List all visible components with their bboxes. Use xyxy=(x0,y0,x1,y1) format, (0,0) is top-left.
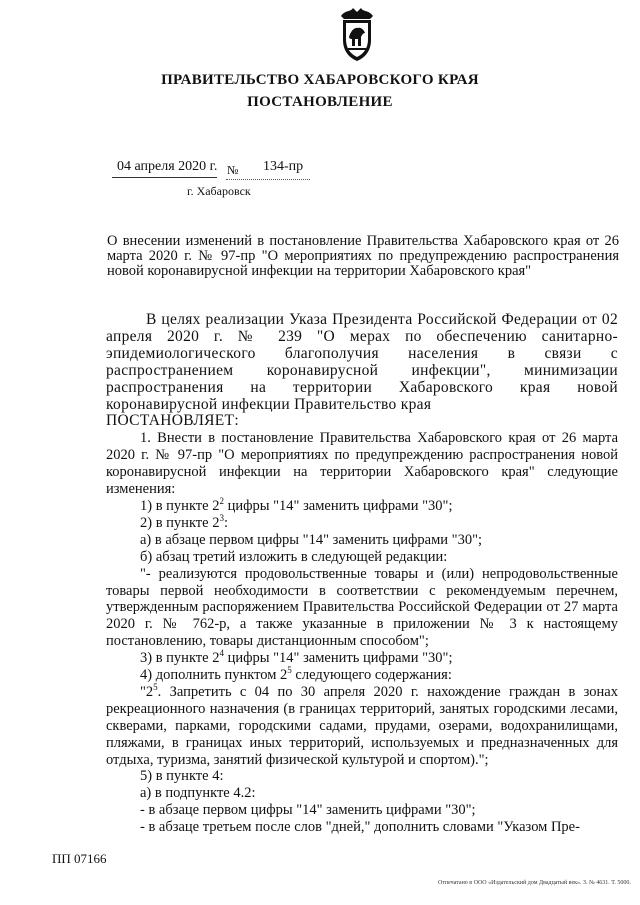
number-underline xyxy=(226,179,310,180)
document-subject: О внесении изменений в постановление Правительства Хабаровского края от 26 марта 2020 г. № 97-пр "О мероприятиях по предупреждению распространения новой коронавирусной инфекции на территории Хабаровского края" xyxy=(107,233,619,279)
item-2b: б) абзац третий изложить в следующей редакции: xyxy=(140,548,448,565)
item-2: 2) в пункте $2^3$: xyxy=(140,513,228,531)
quote-2: "$2^5$. Запретить с 04 по 30 апреля 2020 г. нахождение граждан в зонах рекреационного назначения (в границах территорий, занятых городскими лесами, скверами, парками, городскими садами, прудами, озерами, водохранилищами, пляжами, в границах иных территорий, используемых и предназначенных для отдыха, туризма, занятий физической культурой и спортом)."; xyxy=(106,682,618,768)
quote-1: "- реализуются продовольственные товары и (или) непродовольственные товары первой необходимости в соответствии с рекомендуемым перечнем, утвержденным распоряжением Правительства Российской Федерации от 27 марта 2020 г. № 762-р, а также указанные в приложении № 3 к настоящему постановлению, товары дистанционным способом"; xyxy=(106,565,618,650)
item-5a-1: - в абзаце первом цифры "14" заменить цифрами "30"; xyxy=(140,802,476,819)
coat-of-arms-emblem xyxy=(337,6,377,62)
item-5a-2: - в абзаце третьем после слов "дней," дополнить словами "Указом Пре- xyxy=(140,819,580,836)
number-sign: № xyxy=(227,163,239,177)
date-underline xyxy=(112,177,217,178)
document-number: 134-пр xyxy=(263,159,304,174)
preamble-paragraph: В целях реализации Указа Президента Российской Федерации от 02 апреля 2020 г. № 239 "О мерах по обеспечению санитарно-эпидемиологического благополучия населения в связи с распространением коронавирусной инфекции", минимизации распространения на территории Хабаровского края новой коронавирусной инфекции Правительство края xyxy=(106,311,618,413)
document-body xyxy=(106,312,618,836)
decree-heading: ПОСТАНОВЛЯЕТ: xyxy=(106,412,239,430)
document-code: ПП 07166 xyxy=(52,851,107,866)
item-3: 3) в пункте $2^4$ цифры "14" заменить цифрами "30"; xyxy=(140,648,453,667)
paragraph-1: 1. Внести в постановление Правительства Хабаровского края от 26 марта 2020 г. № 97-пр "О мероприятиях по предупреждению распространения новой коронавирусной инфекции на территории Хабаровского края" следующие изменения: xyxy=(106,430,618,498)
item-4: 4) дополнить пунктом $2^5$ следующего содержания: xyxy=(140,665,452,684)
item-1: 1) в пункте $2^2$ цифры "14" заменить цифрами "30"; xyxy=(140,496,453,514)
document-date: 04 апреля 2020 г. xyxy=(117,159,218,174)
item-5a: а) в подпункте 4.2: xyxy=(140,785,256,802)
item-5: 5) в пункте 4: xyxy=(140,768,224,785)
document-city: г. Хабаровск xyxy=(187,184,251,198)
item-2a: а) в абзаце первом цифры "14" заменить цифрами "30"; xyxy=(140,531,483,548)
printer-note: Отпечатано в ООО «Издательский дом Двадцатый век». З. № 4631. Т. 5000. xyxy=(438,880,631,886)
document-type-title: ПОСТАНОВЛЕНИЕ xyxy=(247,94,393,110)
organization-title: ПРАВИТЕЛЬСТВО ХАБАРОВСКОГО КРАЯ xyxy=(161,72,479,88)
